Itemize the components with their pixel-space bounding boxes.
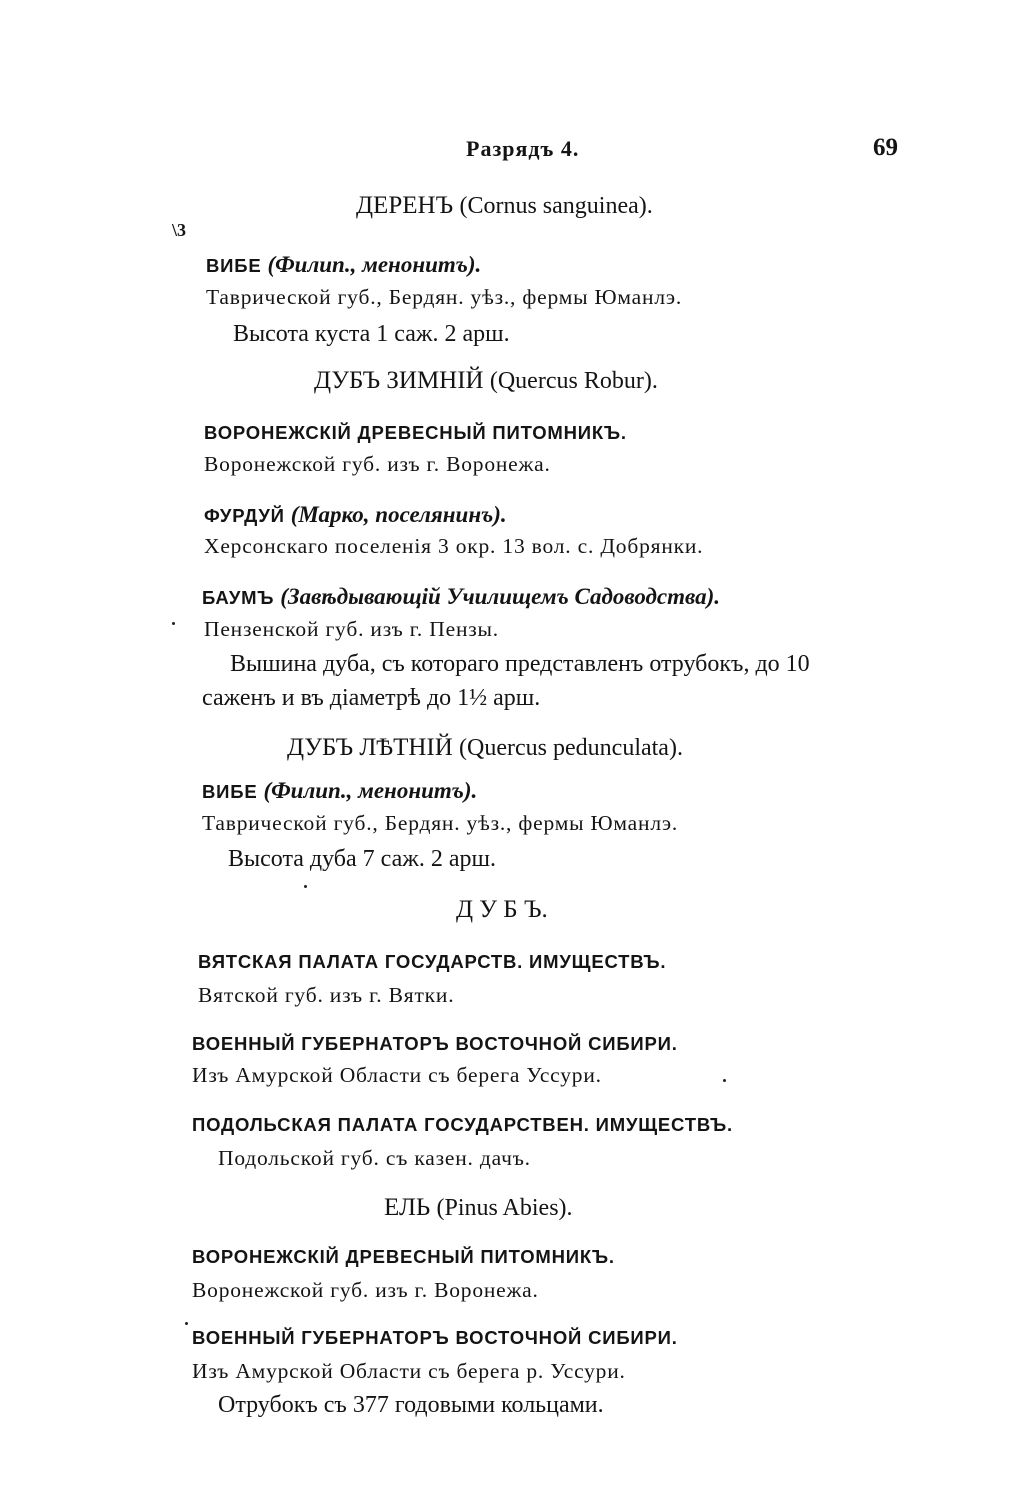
entry-location: Воронежской губ. изъ г. Воронежа. <box>204 452 551 476</box>
scan-speck <box>723 1079 726 1082</box>
entry-location: Подольской губ. съ казен. дачъ. <box>218 1146 531 1170</box>
exhibitor-name: БАУМЪ <box>202 587 275 608</box>
entry-name: ВОЕННЫЙ ГУБЕРНАТОРЪ ВОСТОЧНОЙ СИБИРИ. <box>192 1033 678 1054</box>
latin-name: (Quercus Robur). <box>489 368 658 394</box>
section-heading-dub-letniy <box>287 735 683 760</box>
entry-name: ВОЕННЫЙ ГУБЕРНАТОРЪ ВОСТОЧНОЙ СИБИРИ. <box>192 1327 678 1348</box>
entry-note: Отрубокъ съ 377 годовыми кольцами. <box>218 1392 604 1418</box>
section-heading-el <box>384 1195 573 1220</box>
entry-location: Херсонскаго поселенія 3 окр. 13 вол. с. Добрянки. <box>204 534 704 558</box>
section-heading-deren <box>356 193 653 218</box>
latin-name: (Cornus sanguinea). <box>459 193 653 219</box>
margin-mark: \3 <box>172 220 187 240</box>
entry-name: ВЯТСКАЯ ПАЛАТА ГОСУДАРСТВ. ИМУЩЕСТВЪ. <box>198 951 667 972</box>
entry-note: Высота дуба 7 саж. 2 арш. <box>228 846 496 872</box>
entry-name <box>202 779 477 802</box>
entry-note-line-1: Вышина дуба, съ котораго представленъ отрубокъ, до 10 <box>230 651 810 677</box>
entry-location: Изъ Амурской Области съ берега Уссури. <box>192 1063 602 1087</box>
entry-name: ПОДОЛЬСКАЯ ПАЛАТА ГОСУДАРСТВЕН. ИМУЩЕСТВЪ. <box>192 1114 733 1135</box>
entry-location: Изъ Амурской Области съ берега р. Уссури. <box>192 1359 626 1383</box>
heading-text: ДУБЪ ЛѢТНІЙ <box>287 734 453 761</box>
latin-name: (Pinus Abies). <box>436 1195 573 1221</box>
heading-text: ДУБЪ ЗИМНІЙ <box>314 367 484 394</box>
scan-speck <box>304 885 307 888</box>
exhibitor-name: ФУРДУЙ <box>204 505 285 526</box>
entry-location: Вятской губ. изъ г. Вятки. <box>198 983 455 1007</box>
entry-note: Высота куста 1 саж. 2 арш. <box>233 321 510 347</box>
heading-text: ДЕРЕНЪ <box>356 192 454 219</box>
exhibitor-details: (Филип., менонитъ). <box>267 252 482 277</box>
entry-name <box>206 253 481 276</box>
entry-name <box>202 585 720 608</box>
entry-location: Таврической губ., Бердян. уѣз., фермы Юманлэ. <box>202 811 679 835</box>
entry-name: ВОРОНЕЖСКІЙ ДРЕВЕСНЫЙ ПИТОМНИКЪ. <box>192 1246 615 1267</box>
entry-location: Пензенской губ. изъ г. Пензы. <box>204 617 499 641</box>
page-number: 69 <box>873 134 898 161</box>
entry-location: Таврической губ., Бердян. уѣз., фермы Юманлэ. <box>206 285 683 309</box>
entry-name: ВОРОНЕЖСКІЙ ДРЕВЕСНЫЙ ПИТОМНИКЪ. <box>204 422 627 443</box>
heading-text: ЕЛЬ <box>384 1194 431 1221</box>
scan-speck <box>185 1322 188 1325</box>
exhibitor-name: ВИБЕ <box>202 781 258 802</box>
latin-name: (Quercus pedunculata). <box>459 735 683 761</box>
entry-location: Воронежской губ. изъ г. Воронежа. <box>192 1278 539 1302</box>
running-title: Разрядъ 4. <box>466 136 580 161</box>
section-heading-dub-zimniy <box>314 368 658 393</box>
section-heading-dub: Д У Б Ъ. <box>456 896 548 923</box>
entry-note-line-2: саженъ и въ діаметрѣ до 1½ арш. <box>202 685 541 711</box>
scan-speck <box>172 622 175 625</box>
entry-name <box>204 503 507 526</box>
exhibitor-name: ВИБЕ <box>206 255 262 276</box>
exhibitor-details: (Завѣдывающій Училищемъ Садоводства). <box>280 584 721 609</box>
exhibitor-details: (Филип., менонитъ). <box>263 778 478 803</box>
exhibitor-details: (Марко, поселянинъ). <box>290 502 507 527</box>
